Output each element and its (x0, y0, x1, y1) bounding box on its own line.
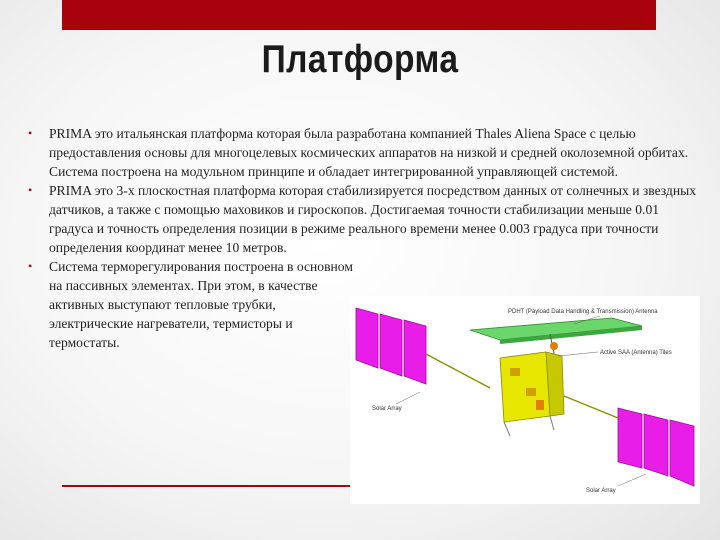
list-item (28, 181, 698, 257)
bullet-icon: • (28, 259, 33, 273)
satellite-bus (500, 342, 564, 436)
satellite-illustration (350, 296, 700, 504)
label-active-saa: Active SAA (Antenna) Tiles (600, 350, 672, 356)
satellite-diagram (350, 296, 700, 504)
list-item (28, 257, 361, 352)
bullet-text: PRIMA это 3-х плоскостная платформа которая стабилизируется посредством данных от солнечных и звездных датчиков, а также с помощью маховиков и гироскопов. Достигаемая точности стабилизации меньше 0.01 градуса и точность определения позиции в режиме реального времени менее 0.003 градуса при точности определения координат менее 10 метров. (49, 183, 697, 255)
label-solar-array-left: Solar Array (372, 406, 402, 412)
bullet-icon: • (28, 126, 33, 140)
bullet-icon: • (28, 183, 33, 197)
bullet-text: PRIMA это итальянская платформа которая была разработана компанией Thales Aliena Space с целью предоставления основы для многоцелевых космических аппаратов на низкой и средней околоземной орбитах. Система построена на модульном принципе и обладает интегрированной управляющей системой. (49, 126, 689, 179)
label-antenna: PDHT (Payload Data Handling & Transmission) Antenna (508, 309, 658, 315)
list-item (28, 124, 698, 181)
page-title: Платформа (261, 38, 459, 81)
header-accent-bar (62, 0, 656, 30)
right-solar-array (564, 396, 694, 486)
label-solar-array-right: Solar Array (586, 488, 616, 494)
bullet-text: Система терморегулирования построена в основном на пассивных элементах. При этом, в качестве активных выступают тепловые трубки, электрические нагреватели, термисторы и термостаты. (49, 259, 353, 350)
footer-accent-line (62, 485, 352, 487)
left-solar-array (356, 308, 490, 388)
